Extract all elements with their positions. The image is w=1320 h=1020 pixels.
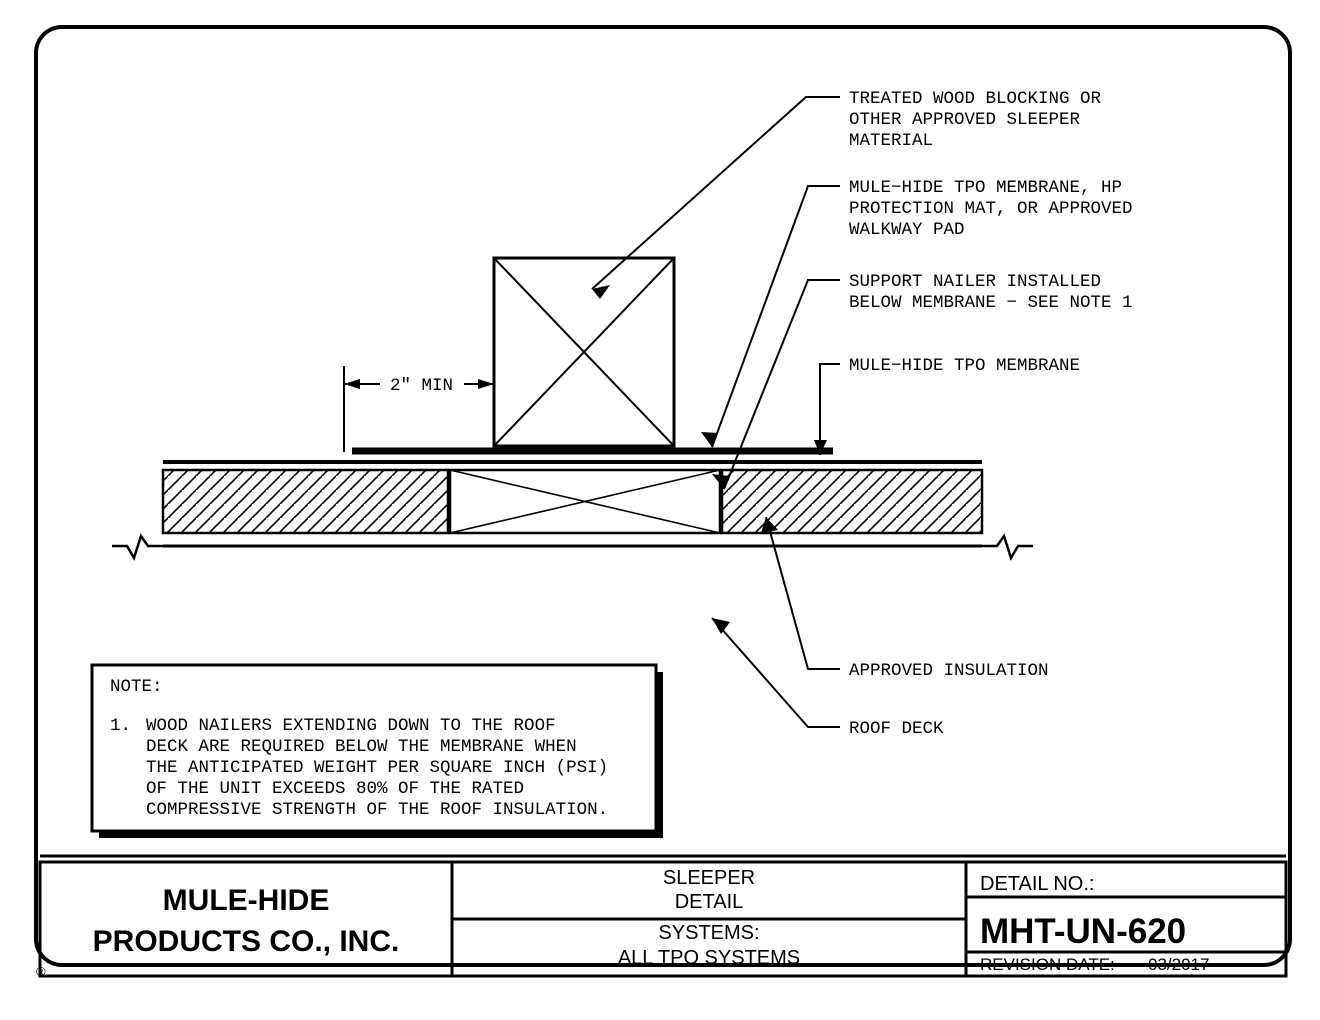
company-name-line-1: MULE-HIDE: [162, 884, 330, 917]
note-item-line-5: COMPRESSIVE STRENGTH OF THE ROOF INSULATION.: [146, 800, 609, 820]
detail-name-line-1: SLEEPER: [662, 867, 756, 889]
callout-protection-mat-line-2: PROTECTION MAT, OR APPROVED: [849, 199, 1133, 219]
revision-date-value: 03/2017: [1148, 955, 1210, 974]
detail-name-line-2: DETAIL: [674, 891, 744, 913]
support-nailer-block: [450, 470, 720, 533]
registered-mark-icon: ®: [36, 964, 46, 979]
roof-deck-line: [112, 536, 1033, 558]
note-item-line-4: OF THE UNIT EXCEEDS 80% OF THE RATED: [146, 779, 525, 799]
callout-text-layer: [390, 89, 1133, 739]
callout-protection-mat-line-3: WALKWAY PAD: [849, 220, 965, 240]
callout-treated-wood-blocking-line-2: OTHER APPROVED SLEEPER: [849, 110, 1081, 130]
callout-tpo-membrane-line-1: MULE−HIDE TPO MEMBRANE: [849, 356, 1081, 376]
callout-roof-deck-line-1: ROOF DECK: [849, 719, 944, 739]
diagram-geometry: [40, 97, 1286, 976]
insulation-left: [163, 470, 448, 533]
company-name-line-2: PRODUCTS CO., INC.: [92, 925, 400, 958]
leader-lines: [592, 97, 840, 727]
detail-no-value: MHT-UN-620: [980, 912, 1187, 951]
note-heading: NOTE:: [110, 677, 163, 697]
callout-treated-wood-blocking-line-3: MATERIAL: [849, 131, 934, 151]
callout-treated-wood-blocking-line-1: TREATED WOOD BLOCKING OR: [849, 89, 1102, 109]
callout-support-nailer-line-2: BELOW MEMBRANE − SEE NOTE 1: [849, 293, 1133, 313]
callout-approved-insulation-line-1: APPROVED INSULATION: [849, 661, 1049, 681]
note-item-number: 1.: [110, 716, 132, 736]
sleeper-block: [494, 258, 674, 446]
detail-no-label: DETAIL NO.:: [980, 873, 1095, 895]
dimension-label: 2" MIN: [390, 376, 454, 396]
callout-support-nailer-line-1: SUPPORT NAILER INSTALLED: [849, 272, 1102, 292]
systems-value: ALL TPO SYSTEMS: [617, 947, 801, 969]
callout-protection-mat-line-1: MULE−HIDE TPO MEMBRANE, HP: [849, 178, 1123, 198]
note-item-line-3: THE ANTICIPATED WEIGHT PER SQUARE INCH (PSI): [146, 758, 609, 778]
revision-date-label: REVISION DATE:: [980, 955, 1115, 974]
title-block-text-layer: [36, 867, 1209, 979]
systems-label: SYSTEMS:: [658, 922, 760, 944]
note-item-line-2: DECK ARE REQUIRED BELOW THE MEMBRANE WHEN: [146, 737, 577, 757]
note-item-line-1: WOOD NAILERS EXTENDING DOWN TO THE ROOF: [146, 716, 556, 736]
insulation-right: [722, 470, 982, 533]
